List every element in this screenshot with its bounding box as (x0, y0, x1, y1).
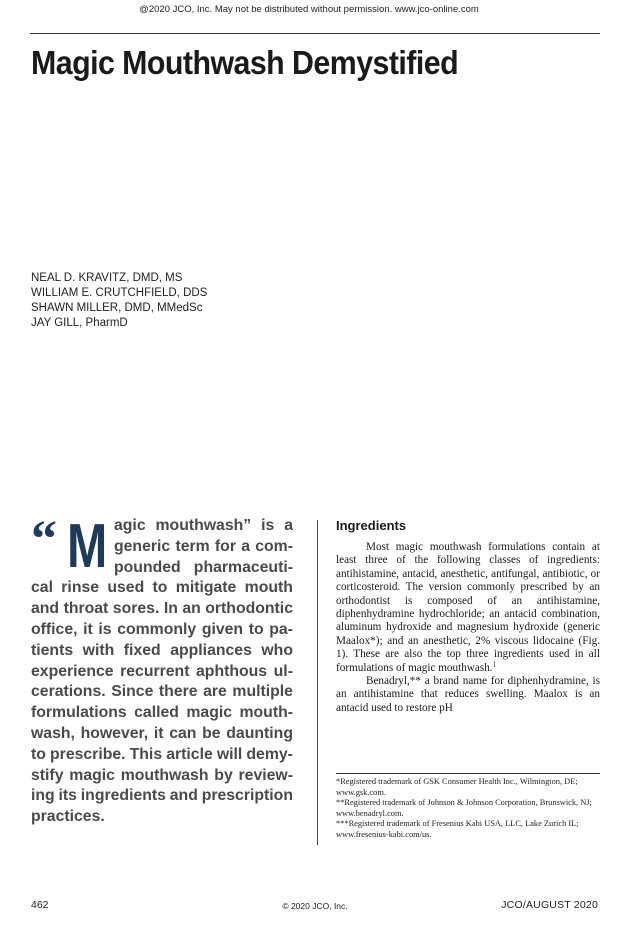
pull-quote-line (31, 682, 293, 703)
column-divider (317, 520, 318, 845)
pull-quote-word: office, (31, 620, 78, 638)
drop-cap-letter: M (67, 512, 108, 581)
copyright-notice: @2020 JCO, Inc. May not be distributed without permission. www.jco-online.com (139, 4, 479, 15)
pull-quote-word: fixed (123, 641, 161, 659)
author-name: JAY GILL, PharmD (31, 317, 128, 329)
pull-quote-word: to (31, 745, 46, 763)
pull-quote-word: used (107, 579, 145, 597)
pull-quote-line (31, 641, 293, 662)
pull-quote-word: ing (31, 787, 55, 805)
author-name: SHAWN MILLER, DMD, MMedSc (31, 302, 203, 314)
pull-quote-word: daunting (226, 724, 293, 742)
pull-quote-line (31, 724, 293, 745)
pull-quote-word: generic (114, 537, 171, 555)
pull-quote-line (31, 578, 293, 599)
pull-quote-word: rinse (61, 579, 100, 597)
drop-cap-group (31, 511, 111, 581)
pull-quote-line (31, 766, 293, 787)
pull-quote-word: to (248, 620, 264, 638)
pull-quote-word: there (158, 683, 198, 701)
pull-quote-word: commonly (117, 620, 197, 638)
pull-quote-line (31, 662, 293, 683)
pull-quote-word: com- (255, 537, 293, 555)
pull-quote-word: cerations. (31, 683, 106, 701)
pull-quote-word: mouth- (239, 704, 293, 722)
body-paragraph: Benadryl,** a brand name for diphenhydramine, is an antihistamine that reduces swelling. Maalox is an antacid used to restore pH (336, 675, 600, 714)
body-text (336, 541, 600, 715)
paragraph-text: Most magic mouthwash formulations contain at least three of the following classes of ingredients: antihistamine, antacid, anesthetic, antifungal, antibiotic, or corticosteroid. The version commonly prescribed by an orthodontist is composed of an antihistamine, diphenhydramine hydrochloride; an antacid combination, aluminum hydroxide and magnesium hydroxide (generic Maalox*); and an anesthetic, 2% viscous lidocaine (Fig. 1). These are also the top three ingredients used in all formulations of magic mouthwash. (336, 541, 600, 674)
pull-quote-word: for (214, 537, 236, 555)
pull-quote-word: sores. (112, 600, 160, 618)
pull-quote-word: will (216, 745, 243, 763)
journal-issue: JCO/AUGUST 2020 (501, 899, 598, 911)
pull-quote-line (31, 745, 293, 766)
footnote: **Registered trademark of Johnson & Johnson Corporation, Brunswick, NJ; www.benadryl.com. (336, 798, 592, 818)
pull-quote-word: cal (31, 579, 53, 597)
pull-quote-word: article (166, 745, 213, 763)
footnotes (336, 777, 600, 841)
pull-quote-word: called (134, 704, 179, 722)
pull-quote-word: prescription (201, 787, 293, 805)
pull-quote-word: experience (31, 662, 114, 680)
footnote: *Registered trademark of GSK Consumer Health Inc., Wilmington, DE; www.gsk.com. (336, 777, 578, 797)
pull-quote-word: and (169, 787, 198, 805)
pull-quote-word: who (261, 641, 293, 659)
pull-quote-line (31, 620, 293, 641)
page-number: 462 (31, 899, 49, 911)
pull-quote-word: Since (111, 683, 154, 701)
pull-quote-word: stify (31, 766, 64, 784)
pull-quote (31, 511, 293, 828)
pull-quote-word: is (261, 517, 275, 534)
pull-quote-word: orthodontic (205, 600, 293, 618)
pull-quote-word: an (182, 600, 201, 618)
pull-quote-word: it (153, 724, 164, 742)
pull-quote-word: mouthwash (120, 766, 209, 784)
pull-quote-word: pharmaceuti- (193, 558, 293, 576)
pull-quote-word: mitigate (175, 579, 237, 597)
pull-quote-word: a (241, 537, 251, 555)
pull-quote-word: ingredients (80, 787, 166, 805)
pull-quote-word: term (175, 537, 210, 555)
pull-quote-word: throat (63, 600, 109, 618)
pull-quote-word: In (163, 600, 178, 618)
pull-quote-word: mouthwash” (155, 517, 252, 534)
author-name: WILLIAM E. CRUTCHFIELD, DDS (31, 287, 208, 299)
pull-quote-word: are (203, 683, 227, 701)
pull-quote-word: recurrent (120, 662, 190, 680)
pull-quote-word: review- (238, 766, 293, 784)
footnote-rule (336, 773, 600, 774)
reference-superscript: 1 (492, 659, 497, 668)
footer-copyright: © 2020 JCO, Inc. (282, 901, 348, 911)
pull-quote-word: demy- (246, 745, 293, 763)
pull-quote-word: pounded (114, 558, 181, 576)
pull-quote-word: pa- (269, 620, 293, 638)
author-name: NEAL D. KRAVITZ, DMD, MS (31, 272, 183, 284)
pull-quote-line (31, 786, 293, 807)
pull-quote-word: is (98, 620, 112, 638)
pull-quote-word: given (201, 620, 244, 638)
pull-quote-line (31, 703, 293, 724)
pull-quote-word: can (169, 724, 197, 742)
header-rule (30, 33, 600, 34)
pull-quote-word: ul- (273, 662, 293, 680)
pull-quote-word: be (202, 724, 221, 742)
body-paragraph (336, 541, 600, 675)
pull-quote-word: wash, (31, 724, 75, 742)
pull-quote-word: This (129, 745, 163, 763)
footnote: ***Registered trademark of Fresenius Kabi USA, LLC, Lake Zurich IL; www.fresenius-kabi.com/us. (336, 819, 579, 839)
pull-quote-word: mouth (244, 579, 293, 597)
pull-quote-word: it (83, 620, 93, 638)
author-list (31, 271, 207, 331)
pull-quote-word: formulations (31, 704, 127, 722)
pull-quote-word: however, (80, 724, 149, 742)
pull-quote-word: prescribe. (50, 745, 126, 763)
pull-quote-word: agic (114, 517, 146, 534)
section-heading: Ingredients (336, 518, 407, 533)
article-title: Magic Mouthwash Demystified (31, 44, 459, 81)
pull-quote-word: multiple (232, 683, 293, 701)
pull-quote-line: practices. (31, 808, 105, 826)
pull-quote-line (31, 599, 293, 620)
open-quote-mark: “ (31, 511, 57, 568)
pull-quote-word: and (31, 600, 60, 618)
pull-quote-word: aphthous (196, 662, 268, 680)
pull-quote-word: magic (186, 704, 233, 722)
pull-quote-word: with (82, 641, 115, 659)
pull-quote-word: a (284, 517, 293, 534)
pull-quote-word: by (214, 766, 233, 784)
pull-quote-word: its (58, 787, 77, 805)
pull-quote-word: to (152, 579, 168, 597)
pull-quote-word: appliances (170, 641, 252, 659)
pull-quote-word: magic (69, 766, 115, 784)
pull-quote-word: tients (31, 641, 74, 659)
